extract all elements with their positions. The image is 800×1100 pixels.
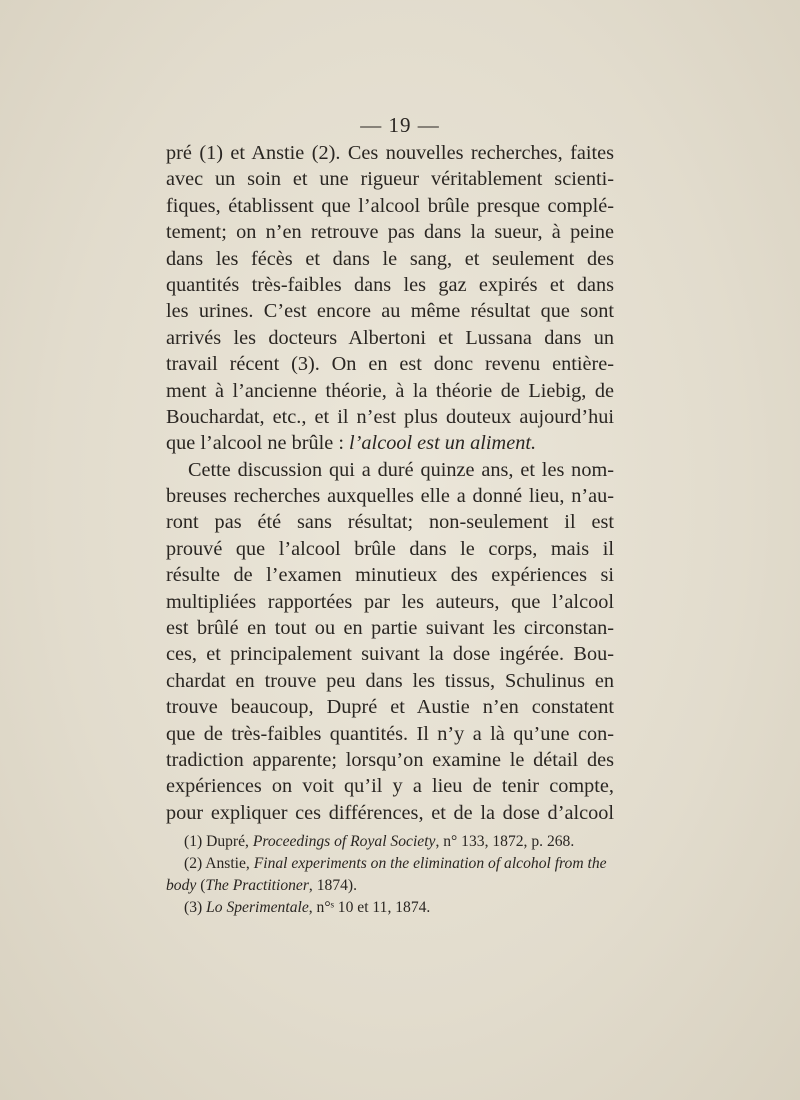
body-line: fiques, établissent que l’alcool brûle presque complé-: [166, 194, 614, 217]
footnote-1: [166, 831, 614, 853]
body-line: travail récent (3). On en est donc revenu entière-: [166, 353, 614, 376]
body-line: ment à l’ancienne théorie, à la théorie de Liebig, de: [166, 379, 614, 402]
conclusion-prefix: que l’alcool ne brûle :: [166, 432, 350, 455]
footnote-text: (2) Anstie,: [184, 855, 254, 872]
body-line: breuses recherches auxquelles elle a donné lieu, n’au-: [166, 485, 614, 508]
body-line: multipliées rapportées par les auteurs, que l’alcool: [166, 590, 614, 613]
page-number: — 19 —: [360, 113, 440, 137]
body-line: quantités très-faibles dans les gaz expirés et dans: [166, 273, 614, 296]
paragraph-start: Cette discussion qui a duré quinze ans, et les nom-: [188, 458, 614, 481]
footnote-title: Lo Sperimentale: [206, 899, 309, 916]
body-line: pré (1) et Anstie (2). Ces nouvelles recherches, faites: [166, 142, 614, 164]
footnote-text: (1) Dupré,: [184, 833, 253, 850]
body-line: dans les fécès et dans le sang, et seulement des: [166, 247, 614, 270]
body-line: chardat en trouve peu dans les tissus, Schulinus en: [166, 669, 614, 692]
body-line: trouve beaucoup, Dupré et Austie n’en constatent: [166, 696, 614, 719]
body-line: que de très-faibles quantités. Il n’y a là qu’une con-: [166, 722, 614, 745]
footnote-text: , n°ˢ 10 et 11, 1874.: [308, 899, 431, 916]
body-line: ces, et principalement suivant la dose ingérée. Bou-: [166, 643, 614, 666]
footnote-text: (3): [184, 899, 207, 916]
body-line: pour expliquer ces différences, et de la dose d’alcool: [166, 801, 614, 824]
conclusion-italic: l’alcool est un aliment.: [349, 432, 537, 455]
body-text: [166, 140, 614, 826]
body-line: prouvé que l’alcool brûle dans le corps, mais il: [166, 537, 614, 560]
footnote-title: body: [166, 877, 197, 894]
footnote-2: [166, 853, 614, 875]
body-line: expériences on voit qu’il y a lieu de tenir compte,: [166, 775, 614, 798]
footnote-title: Final experiments on the elimination of alcohol from the: [253, 855, 607, 872]
body-line: tement; on n’en retrouve pas dans la sueur, à peine: [166, 221, 614, 244]
footnote-2-continued: [166, 875, 614, 897]
body-line: ront pas été sans résultat; non-seulement il est: [166, 511, 614, 534]
footnote-3: [166, 897, 614, 919]
body-line: tradiction apparente; lorsqu’on examine le détail des: [166, 748, 614, 771]
body-line: arrivés les docteurs Albertoni et Lussana dans un: [166, 326, 614, 349]
footnotes: [166, 831, 614, 919]
footnote-text: , n° 133, 1872, p. 268.: [435, 833, 575, 850]
body-line: les urines. C’est encore au même résultat que sont: [166, 300, 614, 323]
body-line: est brûlé en tout ou en partie suivant les circonstan-: [166, 617, 614, 640]
footnote-title: The Practitioner: [205, 877, 309, 894]
body-line: avec un soin et une rigueur véritablement scienti-: [166, 168, 614, 191]
body-line: Bouchardat, etc., et il n’est plus douteux aujourd’hui: [166, 405, 614, 428]
footnote-text: , 1874).: [308, 877, 357, 894]
footnote-text: (: [196, 877, 206, 894]
body-line: résulte de l’examen minutieux des expériences si: [166, 564, 614, 587]
footnote-title: Proceedings of Royal Society: [252, 833, 436, 850]
body-line-conclusion: [166, 430, 614, 456]
